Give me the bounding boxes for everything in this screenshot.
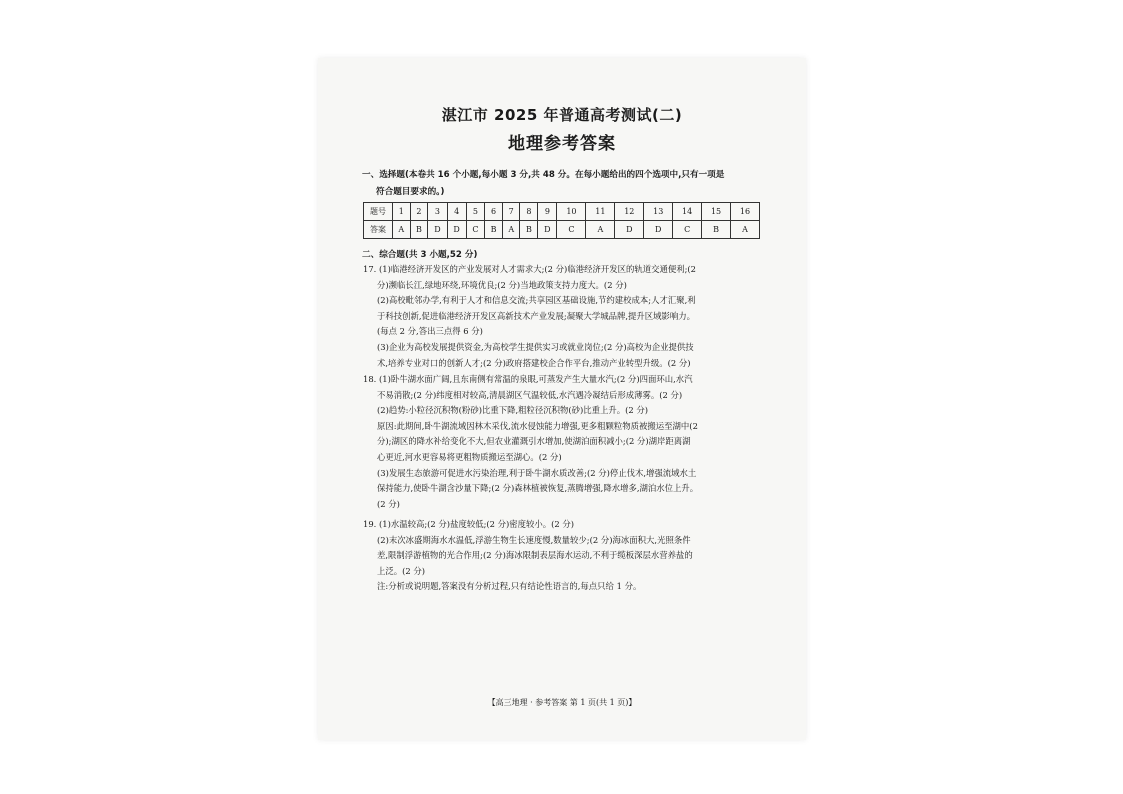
text-line: (2)高校毗邻办学,有利于人才和信息交流;共享园区基础设施,节约建校成本;人才汇聚,利 [377,295,696,306]
answer-key-title: 地理参考答案 [508,134,616,154]
text-line: 19. (1)水温较高;(2 分)盐度较低;(2 分)密度较小。(2 分) [363,519,575,529]
page-footer: 【高三地理 · 参考答案 第 1 页(共 1 页)】 [487,698,637,707]
answer-table [363,202,760,239]
row-label-answer: 答案 [364,221,393,239]
table-cell: D [644,221,673,239]
table-cell: 16 [731,203,760,221]
question-number-row [364,203,760,221]
table-cell: A [731,221,760,239]
table-cell: C [673,221,702,239]
table-cell: 13 [644,203,673,221]
grading-note: 注:分析或说明题,答案没有分析过程,只有结论性语言的,每点只给 1 分。 [377,581,642,592]
table-cell: 10 [557,203,586,221]
text-line: 差,限制浮游植物的光合作用;(2 分)海冰限制表层海水运动,不利于缆板深层水营养盐的 [377,550,693,561]
section2-heading: 二、综合题(共 3 小题,52 分) [362,250,478,260]
table-cell: D [615,221,644,239]
text-line: 上泛。(2 分) [377,565,426,576]
text-line: 原因:此期间,卧牛湖流域因林木采伐,流水侵蚀能力增强,更多粗颗粒物质被搬运至湖中(2 [377,420,698,431]
table-cell: 7 [502,203,520,221]
text-line: 于科技创新,促进临港经济开发区高新技术产业发展;凝聚大学城品牌,提升区域影响力。 [377,310,696,321]
text-line: 分)濒临长江,绿地环绕,环境优良;(2 分)当地政策支持力度大。(2 分) [377,279,627,290]
exam-title: 湛江市 2025 年普通高考测试(二) [441,106,683,124]
table-cell: B [410,221,428,239]
table-cell: B [702,221,731,239]
text-line: (3)企业为高校发展提供资金,为高校学生提供实习或就业岗位;(2 分)高校为企业提供技 [377,341,694,352]
table-cell: B [485,221,503,239]
text-line: 术,培养专业对口的创新人才;(2 分)政府搭建校企合作平台,推动产业转型升级。(2 分) [377,357,691,368]
section1-heading-cont: 符合题目要求的。) [376,187,445,197]
text-line: 18. (1)卧牛湖水面广阔,且东南侧有常温的泉眼,可蒸发产生大量水汽;(2 分)四面环山,水汽 [363,374,693,384]
table-cell: C [466,221,484,239]
text-line: (2 分) [377,498,400,509]
text-line: 心更近,河水更容易将更粗物质搬运至湖心。(2 分) [377,451,562,462]
question-19 [363,517,763,595]
table-cell: D [538,221,557,239]
question-18 [363,372,763,512]
table-cell: B [520,221,538,239]
table-cell: 2 [410,203,428,221]
row-label-number: 题号 [364,203,393,221]
question-17 [363,262,763,371]
table-cell: A [586,221,615,239]
table-cell: 5 [466,203,484,221]
table-cell: A [393,221,411,239]
table-cell: C [557,221,586,239]
table-cell: 11 [586,203,615,221]
text-line: 分);湖区的降水补给变化不大,但农业灌溉引水增加,使湖泊面积减小;(2 分)湖岸距离湖 [377,436,691,447]
answer-row [364,221,760,239]
table-cell: D [428,221,447,239]
table-cell: 4 [447,203,466,221]
section1-heading: 一、选择题(本卷共 16 个小题,每小题 3 分,共 48 分。在每小题给出的四个选项中,只有一项是 [362,170,725,180]
text-line: (2)趋势:小粒径沉积物(粉砂)比重下降,粗粒径沉积物(砂)比重上升。(2 分) [377,405,649,416]
table-cell: D [447,221,466,239]
table-cell: 9 [538,203,557,221]
table-cell: 8 [520,203,538,221]
table-cell: 14 [673,203,702,221]
text-line: 保持能力,使卧牛湖含沙量下降;(2 分)森林植被恢复,蒸腾增强,降水增多,湖泊水位上升。 [377,483,699,494]
text-line: 不易消散;(2 分)纬度相对较高,清晨湖区气温较低,水汽遇冷凝结后形成薄雾。(2 分) [377,389,683,400]
text-line: (3)发展生态旅游可促进水污染治理,利于卧牛湖水质改善;(2 分)停止伐木,增强流域水土 [377,467,697,478]
table-cell: 3 [428,203,447,221]
table-cell: 1 [393,203,411,221]
table-cell: A [502,221,520,239]
table-cell: 6 [485,203,503,221]
text-line: (2)末次冰盛期海水水温低,浮游生物生长速度慢,数量较少;(2 分)海冰面积大,光照条件 [377,534,691,545]
text-line: (每点 2 分,答出三点得 6 分) [377,326,483,337]
text-line: 17. (1)临港经济开发区的产业发展对人才需求大;(2 分)临港经济开发区的轨道交通便利;(2 [363,264,696,274]
table-cell: 12 [615,203,644,221]
table-cell: 15 [702,203,731,221]
